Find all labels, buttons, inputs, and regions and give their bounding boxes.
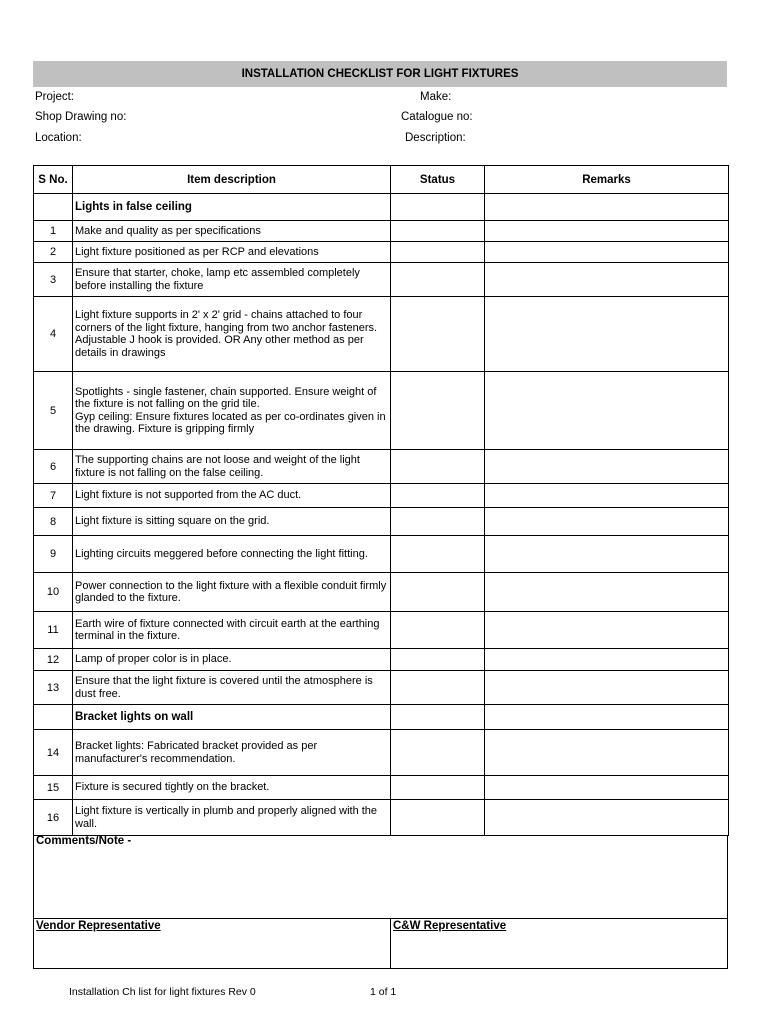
comments-label: Comments/Note - — [36, 835, 132, 847]
checklist-table — [33, 165, 729, 836]
item-number: 13 — [34, 671, 73, 705]
item-number: 2 — [34, 242, 73, 263]
item-number: 16 — [34, 800, 73, 836]
status-cell — [391, 649, 485, 671]
status-cell — [391, 800, 485, 836]
status-cell — [391, 484, 485, 508]
item-number: 4 — [34, 297, 73, 372]
remarks-cell — [485, 800, 729, 836]
status-cell — [391, 573, 485, 612]
header-s-no: S No. — [34, 166, 73, 194]
status-cell — [391, 263, 485, 297]
table-row — [34, 242, 729, 263]
item-description: Power connection to the light fixture with a flexible conduit firmly glanded to the fixture. — [73, 573, 391, 612]
table-row — [34, 450, 729, 484]
table-row — [34, 671, 729, 705]
item-description: Light fixture is sitting square on the grid. — [73, 508, 391, 536]
item-number: 9 — [34, 536, 73, 573]
remarks-cell — [485, 649, 729, 671]
header-item-description: Item description — [73, 166, 391, 194]
item-description: Light fixture supports in 2' x 2' grid - chains attached to four corners of the light fixture, hanging from two anchor fasteners. Adjustable J hook is provided. OR Any other method as per details in drawings — [73, 297, 391, 372]
item-number: 5 — [34, 372, 73, 450]
item-description: Lighting circuits meggered before connecting the light fitting. — [73, 536, 391, 573]
item-description: Light fixture is vertically in plumb and properly aligned with the wall. — [73, 800, 391, 836]
item-number: 11 — [34, 612, 73, 649]
section-number-cell — [34, 194, 73, 221]
footer-page-number: 1 of 1 — [370, 986, 397, 998]
remarks-cell — [485, 508, 729, 536]
footer-document-name: Installation Ch list for light fixtures Rev 0 — [69, 986, 256, 998]
remarks-cell — [485, 263, 729, 297]
status-cell — [391, 372, 485, 450]
status-cell — [391, 242, 485, 263]
header-remarks: Remarks — [485, 166, 729, 194]
table-header-row — [34, 166, 729, 194]
item-number: 15 — [34, 776, 73, 800]
status-cell — [391, 612, 485, 649]
page-title: INSTALLATION CHECKLIST FOR LIGHT FIXTURES — [33, 61, 727, 87]
section-title: Lights in false ceiling — [73, 194, 391, 221]
status-cell — [391, 194, 485, 221]
item-description: Light fixture is not supported from the AC duct. — [73, 484, 391, 508]
item-description: Light fixture positioned as per RCP and elevations — [73, 242, 391, 263]
table-row — [34, 730, 729, 776]
item-description: Lamp of proper color is in place. — [73, 649, 391, 671]
remarks-cell — [485, 730, 729, 776]
remarks-cell — [485, 221, 729, 242]
catalogue-label: Catalogue no: — [401, 111, 473, 123]
remarks-cell — [485, 194, 729, 221]
status-cell — [391, 450, 485, 484]
remarks-cell — [485, 484, 729, 508]
table-row — [34, 508, 729, 536]
remarks-cell — [485, 242, 729, 263]
table-row — [34, 484, 729, 508]
status-cell — [391, 671, 485, 705]
item-description: Ensure that starter, choke, lamp etc assembled completely before installing the fixture — [73, 263, 391, 297]
table-row — [34, 221, 729, 242]
remarks-cell — [485, 536, 729, 573]
signature-divider — [390, 919, 391, 969]
table-row — [34, 372, 729, 450]
table-row — [34, 536, 729, 573]
item-number: 6 — [34, 450, 73, 484]
header-status: Status — [391, 166, 485, 194]
item-number: 12 — [34, 649, 73, 671]
remarks-cell — [485, 372, 729, 450]
status-cell — [391, 705, 485, 730]
item-description: Fixture is secured tightly on the bracket. — [73, 776, 391, 800]
table-row — [34, 297, 729, 372]
status-cell — [391, 508, 485, 536]
item-number: 7 — [34, 484, 73, 508]
status-cell — [391, 730, 485, 776]
signature-row — [34, 918, 727, 969]
description-label: Description: — [405, 132, 466, 144]
location-label: Location: — [35, 132, 82, 144]
status-cell — [391, 776, 485, 800]
item-number: 14 — [34, 730, 73, 776]
section-number-cell — [34, 705, 73, 730]
remarks-cell — [485, 705, 729, 730]
shop-drawing-label: Shop Drawing no: — [35, 111, 127, 123]
section-title: Bracket lights on wall — [73, 705, 391, 730]
item-number: 3 — [34, 263, 73, 297]
item-description: Bracket lights: Fabricated bracket provided as per manufacturer's recommendation. — [73, 730, 391, 776]
table-row — [34, 573, 729, 612]
project-label: Project: — [35, 91, 74, 103]
table-row — [34, 612, 729, 649]
table-row — [34, 776, 729, 800]
item-description: Spotlights - single fastener, chain supported. Ensure weight of the fixture is not falling on the grid tile. Gyp ceiling: Ensure fixtures located as per co-ordinates given in the drawing. Fixture is gripping firmly — [73, 372, 391, 450]
comments-signature-box — [33, 835, 728, 969]
remarks-cell — [485, 671, 729, 705]
remarks-cell — [485, 297, 729, 372]
item-number: 8 — [34, 508, 73, 536]
status-cell — [391, 221, 485, 242]
section-row — [34, 705, 729, 730]
remarks-cell — [485, 450, 729, 484]
vendor-representative-label: Vendor Representative — [36, 920, 161, 932]
status-cell — [391, 536, 485, 573]
table-row — [34, 263, 729, 297]
remarks-cell — [485, 612, 729, 649]
item-number: 10 — [34, 573, 73, 612]
item-description: The supporting chains are not loose and weight of the light fixture is not falling on the false ceiling. — [73, 450, 391, 484]
item-description: Earth wire of fixture connected with circuit earth at the earthing terminal in the fixture. — [73, 612, 391, 649]
status-cell — [391, 297, 485, 372]
section-row — [34, 194, 729, 221]
make-label: Make: — [420, 91, 452, 103]
table-row — [34, 800, 729, 836]
cw-representative-label: C&W Representative — [393, 920, 507, 932]
table-row — [34, 649, 729, 671]
item-description: Ensure that the light fixture is covered until the atmosphere is dust free. — [73, 671, 391, 705]
item-number: 1 — [34, 221, 73, 242]
item-description: Make and quality as per specifications — [73, 221, 391, 242]
remarks-cell — [485, 776, 729, 800]
remarks-cell — [485, 573, 729, 612]
